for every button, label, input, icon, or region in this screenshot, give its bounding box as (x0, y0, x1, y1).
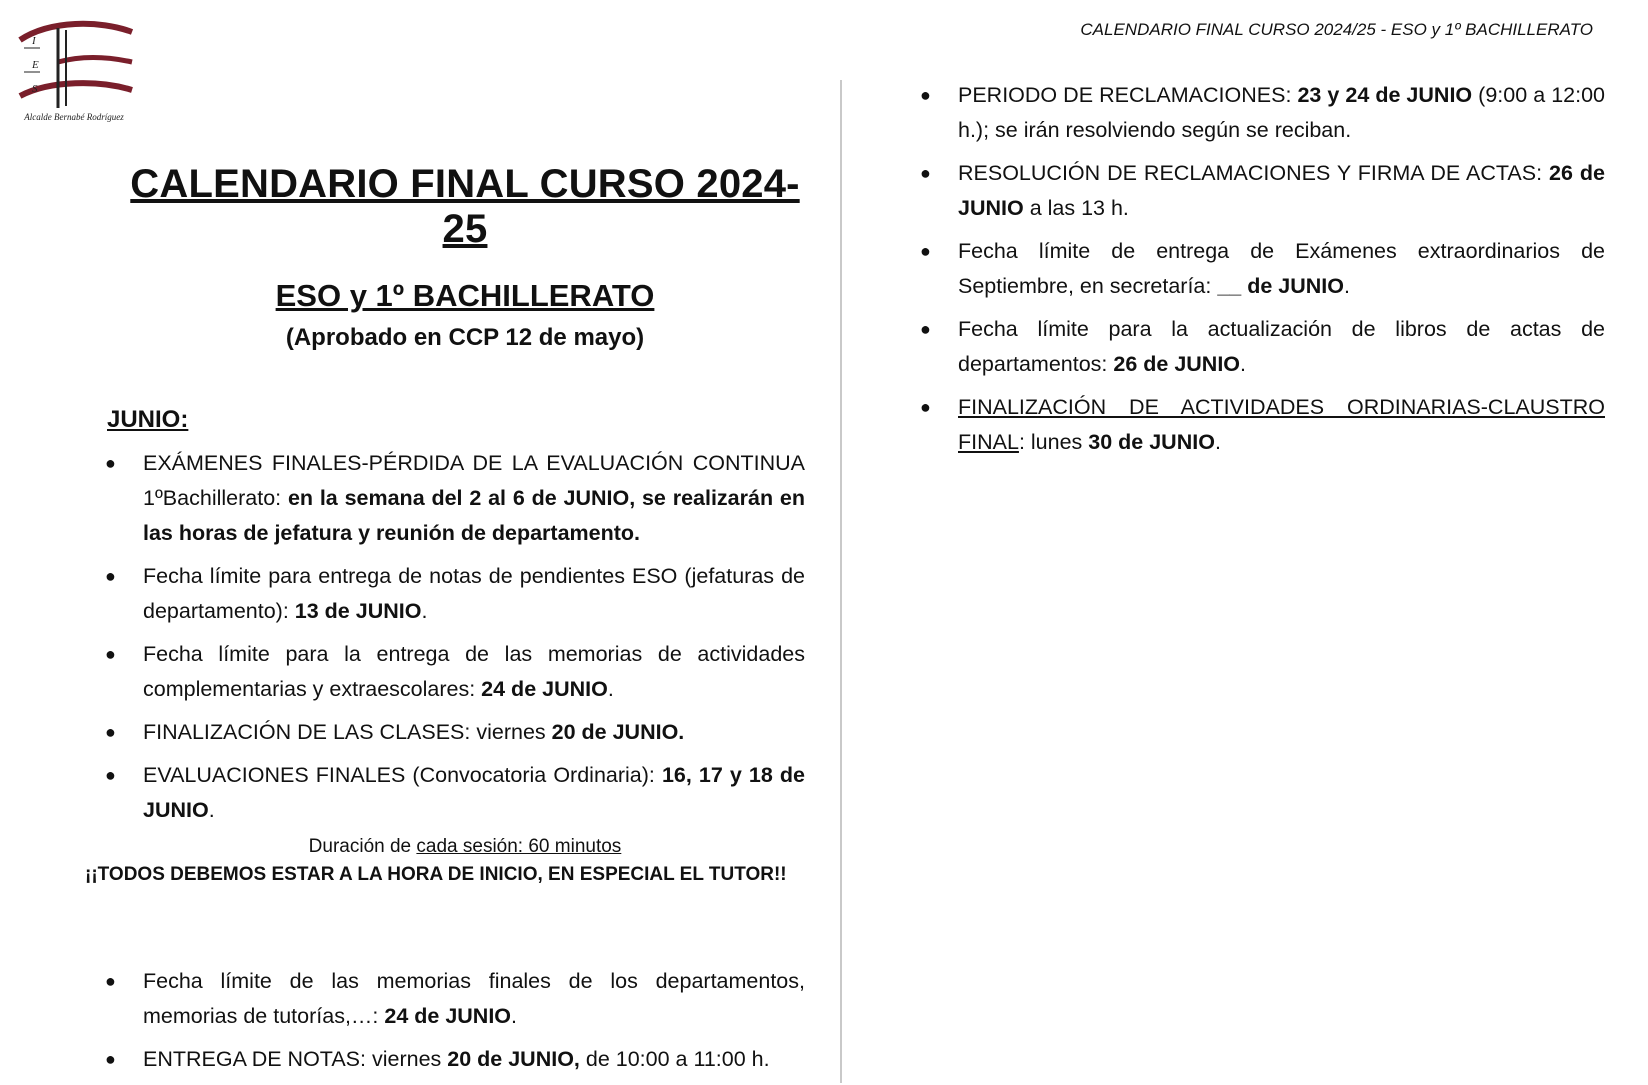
bullet-icon: ● (105, 971, 116, 991)
list-item: ● Fecha límite de las memorias finales de los departamentos, memorias de tutorías,…: 24 de JUNIO. (85, 964, 805, 1034)
bullet-icon: ● (920, 397, 931, 417)
list-item: ● ENTREGA DE NOTAS: viernes 20 de JUNIO, de 10:00 a 11:00 h. (85, 1042, 805, 1077)
bullet-icon: ● (105, 722, 116, 742)
approval-note: (Aprobado en CCP 12 de mayo) (285, 324, 645, 351)
session-duration: Duración de cada sesión: 60 minutos (308, 836, 622, 857)
bullet-icon: ● (105, 566, 116, 586)
list-item: ● Fecha límite para la entrega de las memorias de actividades complementarias y extraescolares: 24 de JUNIO. (85, 637, 805, 707)
list-item: ● RESOLUCIÓN DE RECLAMACIONES Y FIRMA DE ACTAS: 26 de JUNIO a las 13 h. (900, 156, 1605, 226)
ies-logo-icon (10, 18, 138, 114)
junio-list (85, 446, 805, 828)
list-item: ● Fecha límite para entrega de notas de pendientes ESO (jefaturas de departamento): 13 de JUNIO. (85, 559, 805, 629)
bullet-icon: ● (105, 765, 116, 785)
document-title: CALENDARIO FINAL CURSO 2024-25 (130, 162, 800, 251)
bullet-icon: ● (105, 1049, 116, 1069)
logo-caption: Alcalde Bernabé Rodríguez (24, 112, 124, 122)
list-item: ● FINALIZACIÓN DE LAS CLASES: viernes 20 de JUNIO. (85, 715, 805, 750)
tutor-warning: ¡¡TODOS DEBEMOS ESTAR A LA HORA DE INICIO, EN ESPECIAL EL TUTOR!! (85, 864, 787, 885)
right-column (900, 78, 1605, 468)
left-column (85, 162, 805, 1085)
list-item: ● FINALIZACIÓN DE ACTIVIDADES ORDINARIAS-CLAUSTRO FINAL: lunes 30 de JUNIO. (900, 390, 1605, 460)
bullet-icon: ● (920, 319, 931, 339)
list-item: ● EXÁMENES FINALES-PÉRDIDA DE LA EVALUACIÓN CONTINUA 1ºBachillerato: en la semana del 2 al 6 de JUNIO, se realizarán en las horas de jefatura y reunión de departamento. (85, 446, 805, 551)
column-divider (840, 80, 842, 1083)
list-item: ● PERIODO DE RECLAMACIONES: 23 y 24 de JUNIO (9:00 a 12:00 h.); se irán resolviendo según se reciban. (900, 78, 1605, 148)
bullet-icon: ● (920, 241, 931, 261)
logo-letter-e: E (32, 59, 39, 71)
list-item: ● Fecha límite para la actualización de libros de actas de departamentos: 26 de JUNIO. (900, 312, 1605, 382)
junio-list-bottom (85, 964, 805, 1077)
bullet-icon: ● (105, 453, 116, 473)
document-subtitle: ESO y 1º BACHILLERATO (275, 278, 655, 313)
bullet-icon: ● (920, 163, 931, 183)
bullet-icon: ● (105, 644, 116, 664)
list-item: ● Fecha límite de entrega de Exámenes extraordinarios de Septiembre, en secretaría: __ de JUNIO. (900, 234, 1605, 304)
junio-list-continued (900, 78, 1605, 460)
logo-letter-s: S (32, 83, 38, 95)
bullet-icon: ● (920, 85, 931, 105)
section-heading-junio: JUNIO: (107, 406, 189, 433)
logo-letter-i: I (32, 35, 36, 47)
school-logo (10, 18, 138, 126)
list-item: ● EVALUACIONES FINALES (Convocatoria Ordinaria): 16, 17 y 18 de JUNIO. (85, 758, 805, 828)
running-header: CALENDARIO FINAL CURSO 2024/25 - ESO y 1º BACHILLERATO (1080, 20, 1593, 39)
